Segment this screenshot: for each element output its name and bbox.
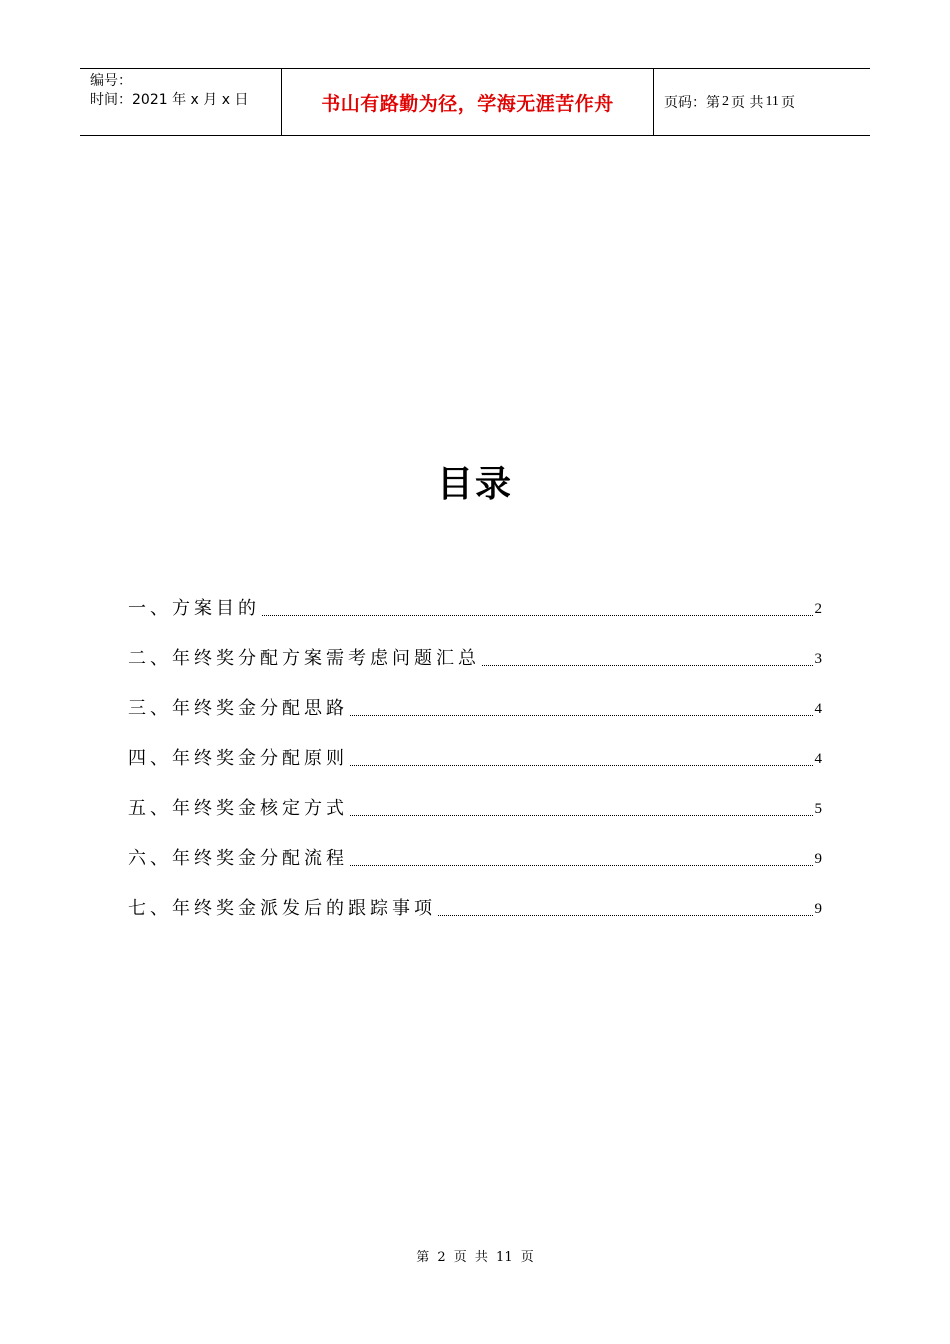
toc-entry[interactable] [128,870,822,920]
toc-entry[interactable] [128,620,822,670]
toc-entry-text: 六、年终奖金分配流程 [128,848,348,869]
page-suffix: 页 [780,95,795,111]
toc-entry[interactable] [128,670,822,720]
document-header [80,68,870,136]
toc-entry-text: 一、方案目的 [128,598,260,619]
toc-leader-dots [438,915,813,916]
page-current: 2 [722,94,729,109]
header-meta [80,69,281,135]
toc-leader-dots [350,815,813,816]
toc-entry-text: 二、年终奖分配方案需考虑问题汇总 [128,648,480,669]
toc-leader-dots [350,715,813,716]
toc-entry[interactable] [128,820,822,870]
header-motto: 书山有路勤为径，学海无涯苦作舟 [281,69,654,135]
table-of-contents [128,570,822,920]
toc-entry-page: 9 [814,851,822,867]
page-middle: 页 共 [731,95,764,111]
toc-entry-page: 9 [814,901,822,917]
page-title: 目录 [436,464,513,505]
toc-entry-page: 4 [814,701,822,717]
toc-entry-text: 七、年终奖金派发后的跟踪事项 [128,898,436,919]
toc-leader-dots [350,865,813,866]
number-label: 编号： [90,73,132,89]
header-page-info [654,69,870,135]
page-footer: 第 2 页 共 11 页 [416,1250,534,1265]
toc-entry[interactable] [128,770,822,820]
toc-leader-dots [262,615,813,616]
toc-entry[interactable] [128,570,822,620]
page-total: 11 [765,94,779,109]
toc-entry-text: 五、年终奖金核定方式 [128,798,348,819]
page-prefix: 页码：第 [664,95,720,111]
toc-entry-page: 5 [814,801,822,817]
toc-leader-dots [350,765,813,766]
toc-leader-dots [482,665,813,666]
toc-entry-page: 2 [814,601,822,617]
toc-entry[interactable] [128,720,822,770]
toc-entry-text: 四、年终奖金分配原则 [128,748,348,769]
time-label: 时间：2021 年 x 月 x 日 [90,92,249,108]
toc-entry-page: 3 [814,651,822,667]
toc-entry-page: 4 [814,751,822,767]
toc-entry-text: 三、年终奖金分配思路 [128,698,348,719]
